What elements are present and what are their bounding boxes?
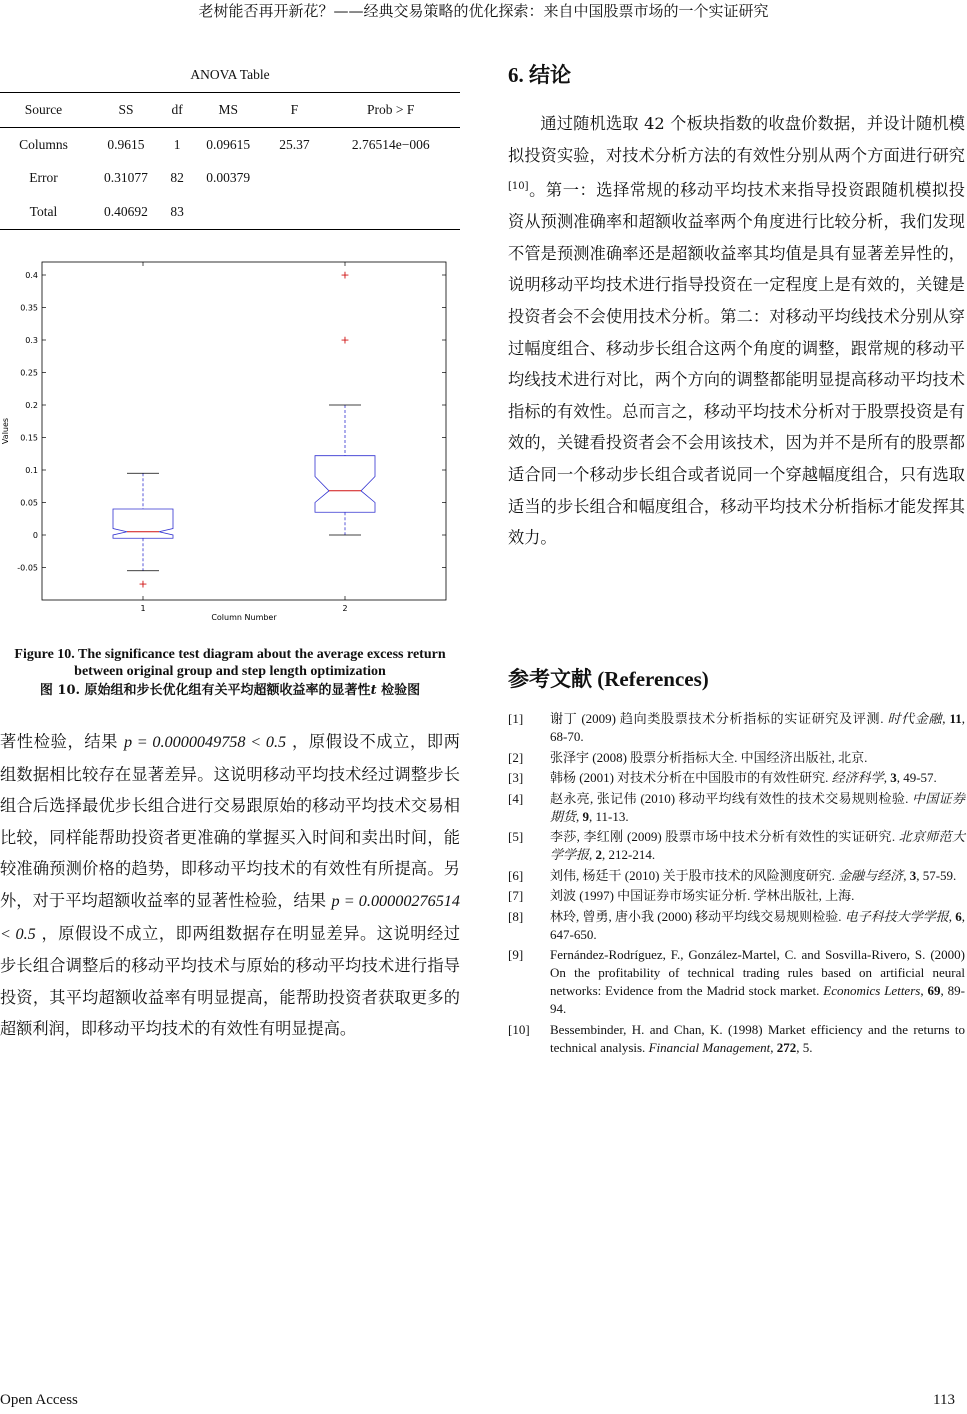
anova-cell: 0.9615 (107, 136, 145, 152)
anova-col-header: SS (87, 93, 165, 128)
reference-part-c: , 647-650. (550, 908, 966, 942)
reference-list (508, 710, 965, 1059)
text-segment: 通过随机选取 42 个板块指数的收盘价数据，并设计随机模拟投资实验，对技术分析方法的有效性分别从两个方面进行研究 (508, 114, 965, 165)
reference-part-b: , (770, 1039, 777, 1055)
reference-item (508, 887, 965, 905)
reference-text (550, 790, 965, 826)
reference-number: [1] (508, 711, 524, 726)
reference-text (550, 1021, 965, 1057)
reference-number: [4] (508, 790, 524, 806)
reference-part-c: , 89-94. (550, 983, 965, 1016)
caption-zh-t: t (370, 683, 377, 698)
anova-cell (321, 162, 460, 196)
anova-col-header: Source (0, 93, 87, 128)
anova-cell: 82 (170, 170, 184, 186)
reference-part-c: , 57-59. (916, 867, 957, 883)
x-axis-label: Column Number (211, 613, 277, 622)
y-tick-label: 0.05 (20, 498, 38, 508)
anova-title: ANOVA Table (190, 67, 270, 82)
anova-cell (267, 162, 321, 196)
reference-part-a: 刘伟, 杨廷干 (2010) 关于股市技术的风险测度研究. (550, 867, 839, 883)
anova-cell: 1 (173, 136, 181, 152)
conclusion-paragraph (508, 108, 965, 554)
math-p-value-2: p = 0.00000276514 < 0.5 (0, 891, 460, 943)
reference-part-j: 时代金融 (887, 711, 943, 726)
reference-number: [2] (508, 749, 524, 765)
anova-col-header: F (267, 93, 321, 128)
anova-row-error (0, 162, 460, 196)
reference-text (550, 749, 965, 767)
anova-row-total (0, 195, 460, 229)
reference-part-v: 2 (595, 847, 603, 862)
reference-part-a: 韩杨 (2001) 对技术分析在中国股市的有效性研究. (550, 770, 832, 785)
y-tick-label: 0.3 (25, 336, 38, 345)
reference-part-c: , 11-13. (589, 808, 629, 824)
boxplot-chart (0, 256, 460, 636)
right-column (508, 58, 966, 1055)
text-segment: ，原假设不成立，即两组数据相比较存在显著差异。这说明移动平均技术经过调整步长组合后选择最优步长组合进行交易跟原始的移动平均技术交易相比较，同样能帮助投资者更准确的掌握买入时间和卖出时间，能较准确预测价格的趋势，即移动平均技术的有效性有所提高。另外，对于平均超额收益率的显著性检验，结果 (0, 732, 460, 910)
left-body-text (0, 726, 460, 1045)
reference-part-a: 林玲, 曾勇, 唐小我 (2000) 移动平均线交易规则检验. (550, 908, 845, 924)
reference-number: [5] (508, 829, 524, 844)
y-tick-label: 0.4 (25, 271, 38, 280)
anova-cell: 0.40692 (87, 195, 165, 229)
reference-number: [3] (508, 770, 524, 785)
x-axis (140, 262, 350, 613)
reference-part-v: 11 (949, 711, 962, 726)
reference-part-b: , (589, 847, 596, 862)
text-segment: ，原假设不成立，即两组数据存在明显差异。这说明经过步长组合调整后的移动平均技术与原始的移动平均技术进行指导投资，其平均超额收益率有明显提高，能帮助投资者获取更多的超额利润，即移动平均技术的有效性有明显提高。 (0, 923, 460, 1039)
reference-part-v: 272 (776, 1039, 797, 1055)
running-head: 老树能否再开新花？——经典交易策略的优化探索：来自中国股票市场的一个实证研究 (198, 2, 769, 20)
anova-cell (189, 195, 267, 229)
reference-item (508, 828, 965, 864)
reference-text (550, 887, 965, 905)
reference-part-v: 3 (909, 867, 917, 883)
reference-item (508, 710, 965, 746)
reference-part-c: , 49-57. (896, 770, 937, 785)
reference-part-v: 9 (582, 808, 590, 824)
anova-col-header: Prob > F (321, 93, 460, 128)
reference-part-j: 中国证券期货 (550, 790, 965, 824)
reference-item (508, 749, 965, 767)
y-axis (17, 268, 446, 573)
caption-zh-prefix: 图 10. 原始组和步长优化组有关平均超额收益率的显著性 (39, 683, 371, 698)
anova-cell: Error (29, 170, 58, 186)
caption-zh-suffix: 检验图 (376, 683, 421, 698)
reference-number: [8] (508, 908, 524, 924)
footer-page-number: 113 (933, 1392, 955, 1408)
text-segment: 著性检验，结果 (0, 732, 124, 751)
reference-part-a: 李莎, 李红刚 (2009) 股票市场中技术分析有效性的实证研究. (550, 829, 899, 844)
boxplot-figure (0, 256, 460, 686)
left-column (0, 58, 460, 1039)
figure-caption-zh (0, 682, 460, 700)
anova-row-columns (0, 128, 460, 162)
reference-part-j: 北京师范大学学报 (550, 829, 965, 862)
reference-part-a: Fernández-Rodríguez, F., González-Martel, C. and Sosvilla-Rivero, S. (2000) On the profitability of technical trading rules based on artificial neural networks: Evidence from the Madrid stock market. (550, 947, 965, 998)
reference-part-c: , 212-214. (602, 847, 656, 862)
reference-part-j: Economics Letters (823, 983, 921, 998)
reference-part-b: , (883, 770, 891, 785)
anova-cell: 0.31077 (104, 170, 148, 186)
reference-part-b: , (576, 808, 583, 824)
reference-part-b: , (903, 867, 910, 883)
reference-text (550, 769, 965, 787)
reference-part-b: , (920, 983, 928, 998)
reference-text (550, 710, 965, 746)
section-title-references: 参考文献 (References) (508, 667, 709, 691)
footer-open-access: Open Access (0, 1392, 78, 1408)
anova-cell: Columns (19, 136, 68, 152)
reference-part-j: 金融与经济 (838, 867, 904, 883)
reference-part-a: 张泽宇 (2008) 股票分析指标大全. 中国经济出版社, 北京. (550, 749, 868, 765)
reference-part-j: Financial Management (648, 1039, 771, 1055)
anova-cell (267, 195, 321, 229)
reference-part-b: , (942, 711, 950, 726)
y-tick-label: 0.15 (20, 433, 38, 443)
reference-part-b: , (948, 908, 956, 924)
citation: [10] (508, 181, 529, 193)
reference-part-v: 69 (927, 983, 941, 998)
anova-col-header: MS (189, 93, 267, 128)
reference-number: [7] (508, 888, 524, 903)
anova-cell: 83 (165, 195, 189, 229)
reference-item (508, 1021, 965, 1057)
plot-frame (42, 262, 446, 600)
reference-text (550, 908, 965, 944)
reference-part-j: 电子科技大学学报 (844, 908, 949, 924)
reference-part-c: , 5. (796, 1039, 813, 1055)
reference-number: [9] (508, 947, 524, 962)
reference-item (508, 790, 965, 826)
reference-text (550, 867, 965, 885)
reference-part-c: , 68-70. (550, 711, 965, 744)
boxes (113, 269, 375, 591)
text-segment: 。第一：选择常规的移动平均技术来指导投资跟随机模拟投资从预测准确率和超额收益率两个角度进行比较分析，我们发现不管是预测准确率还是超额收益率其均值是具有显著差异性的，说明移动平均技术进行指导投资在一定程度上是有效的，关键是投资者会不会使用技术分析。第二：对移动平均线技术分别从穿过幅度组合、移动步长组合这两个角度的调整，跟常规的移动平均线技术进行对比，两个方向的调整都能明显提高移动平均技术指标的有效性。总而言之，移动平均技术分析对于股票投资是有效的，关键看投资者会不会用该技术，因为并不是所有的股票都适合同一个移动步长组合或者说同一个穿越幅度组合，只有选取适当的步长组合和幅度组合，移动平均技术分析指标才能发挥其效力。 (508, 180, 965, 548)
section-title-conclusion: 6. 结论 (508, 63, 571, 87)
reference-part-j: 经济科学 (831, 770, 884, 785)
anova-cell (321, 195, 460, 229)
reference-number: [6] (508, 867, 524, 883)
reference-part-a: 赵永亮, 张记伟 (2010) 移动平均线有效性的技术交易规则检验. (550, 790, 912, 806)
outlier-marker: + (138, 577, 148, 591)
reference-part-a: 刘波 (1997) 中国证券市场实证分析. 学林出版社, 上海. (550, 888, 855, 903)
reference-item (508, 946, 965, 1018)
reference-part-a: Bessembinder, H. and Chan, K. (1998) Market efficiency and the returns to technical analysis. (550, 1021, 965, 1055)
y-axis-label: Values (1, 417, 10, 445)
reference-item (508, 769, 965, 787)
box-notched (315, 456, 375, 513)
reference-item (508, 867, 965, 885)
left-paragraph (0, 726, 460, 1045)
y-tick-label: 0.1 (25, 466, 38, 475)
x-tick-label: 1 (140, 604, 146, 613)
y-tick-label: 0.35 (20, 303, 38, 313)
anova-cell: Total (0, 195, 87, 229)
anova-cell: 0.09615 (206, 136, 251, 152)
anova-cell: 0.00379 (206, 170, 251, 186)
reference-text (550, 828, 965, 864)
y-tick-label: 0 (32, 531, 38, 540)
anova-header-row (0, 93, 460, 128)
figure-caption-en: Figure 10. The significance test diagram about the average excess return between original group and step length optimization (14, 647, 446, 679)
reference-item (508, 908, 965, 944)
outlier-marker: + (340, 333, 350, 347)
y-tick-label: 0.2 (25, 401, 38, 410)
x-tick-label: 2 (342, 604, 348, 613)
anova-cell: 2.76514e−006 (351, 136, 430, 152)
anova-cell: 25.37 (279, 136, 310, 152)
reference-part-v: 3 (890, 770, 897, 785)
anova-table (0, 58, 460, 230)
reference-part-v: 6 (955, 908, 962, 924)
anova-col-header: df (165, 93, 189, 128)
box-notched (113, 509, 173, 538)
reference-number: [10] (508, 1021, 530, 1037)
reference-part-a: 谢丁 (2009) 趋向类股票技术分析指标的实证研究及评测. (550, 711, 888, 726)
reference-text (550, 946, 965, 1018)
outlier-marker: + (340, 268, 350, 282)
y-tick-label: -0.05 (17, 563, 38, 573)
math-p-value-1: p = 0.0000049758 < 0.5 (123, 733, 287, 751)
y-tick-label: 0.25 (20, 368, 38, 378)
